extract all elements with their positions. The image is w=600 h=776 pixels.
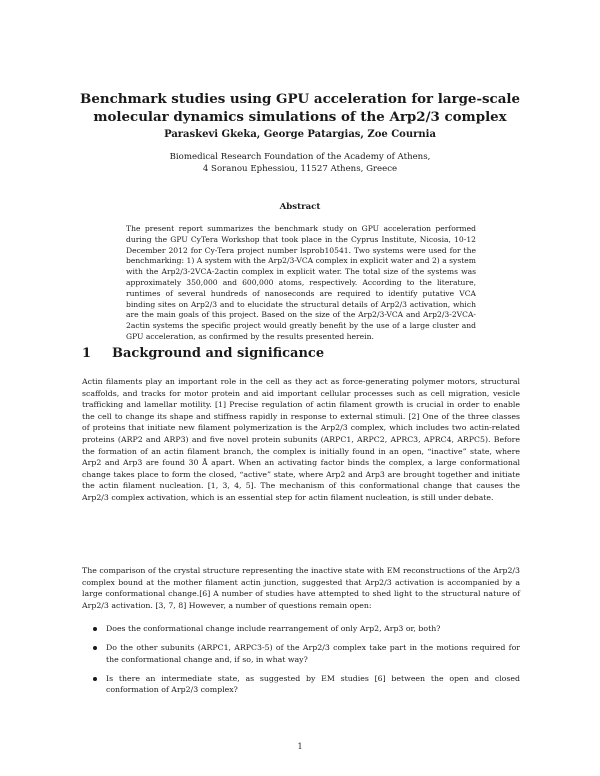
- list-item: [82, 673, 520, 696]
- bullet-icon: [93, 646, 97, 650]
- body-paragraph-2: The comparison of the crystal structure representing the inactive state with EM reconstructions of the Arp2/3 complex bound at the mother filament actin junction, suggested that Arp2/3 activation is accompanied by a large conformational change.[6] A number of studies have attempted to shed light to the structural nature of Arp2/3 activation. [3, 7, 8] However, a number of questions remain open:: [82, 566, 520, 610]
- list-item: [82, 623, 520, 635]
- list-item-text: Does the conformational change include rearrangement of only Arp2, Arp3 or, both?: [106, 624, 441, 633]
- list-item-text: Do the other subunits (ARPC1, ARPC3-5) of the Arp2/3 complex take part in the motions required for the conformational change and, if so, in what way?: [106, 643, 520, 664]
- abstract-heading: Abstract: [279, 202, 321, 212]
- affiliation-line-1: Biomedical Research Foundation of the Academy of Athens,: [169, 152, 431, 162]
- list-item-text: Is there an intermediate state, as suggested by EM studies [6] between the open and closed conformation of Arp2/3 complex?: [106, 673, 520, 695]
- section-title: Background and significance: [112, 346, 325, 361]
- body-paragraph-1: Actin filaments play an important role in the cell as they act as force-generating polymer motors, structural scaffolds, and tracks for motor protein and aid important cellular processes such as cell migration, vesicle trafficking and lamellar motility. [1] Precise regulation of actin filament growth is crucial in order to enable the cell to change its shape and stiffness rapidly in response to external stimuli. [2] One of the three classes of proteins that initiate new filament polymerization is the Arp2/3 complex, which includes two actin-related proteins (ARP2 and ARP3) and five novel protein subunits (ARPC1, ARPC2, APRC3, APRC4, ARPC5). Before the formation of an actin filament branch, the complex is initially found in an open, “inactive” state, where Arp2 and Arp3 are found 30 Å apart. When an activating factor binds the complex, a large conformational change takes place to form the closed, “active” state, where Arp2 and Arp3 are brought together and initiate the actin filament nucleation. [1, 3, 4, 5]. The mechanism of this conformational change that causes the Arp2/3 complex activation, which is an essential step for actin filament nucleation, is still under debate.: [82, 377, 520, 502]
- affiliation: [80, 151, 520, 175]
- page-number: 1: [297, 742, 303, 751]
- question-list: [82, 623, 520, 703]
- affiliation-line-2: 4 Soranou Ephessiou, 11527 Athens, Greece: [202, 164, 398, 174]
- bullet-icon: [93, 627, 97, 631]
- paper-title: Benchmark studies using GPU acceleration for large-scale molecular dynamics simulations of the Arp2/3 complex: [80, 91, 520, 125]
- author-list: Paraskevi Gkeka, George Patargias, Zoe Cournia: [164, 129, 436, 140]
- list-item: [82, 642, 520, 665]
- bullet-icon: [93, 677, 97, 681]
- section-number: 1: [82, 346, 92, 361]
- abstract-text: The present report summarizes the benchmark study on GPU acceleration performed during the GPU CyTera Workshop that took place in the Cyprus Institute, Nicosia, 10-12 December 2012 for Cy-Tera project number lsprob10541. Two systems were used for the benchmarking: 1) A system with the Arp2/3-VCA complex in explicit water and 2) a system with the Arp2/3-2VCA-2actin complex in explicit water. The total size of the systems was approximately 350,000 and 600,000 atoms, respectively. According to the literature, runtimes of several hundreds of nanoseconds are required to identify putative VCA binding sites on Arp2/3 and to elucidate the structural details of Arp2/3 activation, which are the main goals of this project. Based on the size of the Arp2/3-VCA and Arp2/3-2VCA-2actin systems the specific project would greatly benefit by the use of a large cluster and GPU acceleration, as confirmed by the results presented herein.: [126, 224, 476, 341]
- section-heading: [82, 346, 522, 362]
